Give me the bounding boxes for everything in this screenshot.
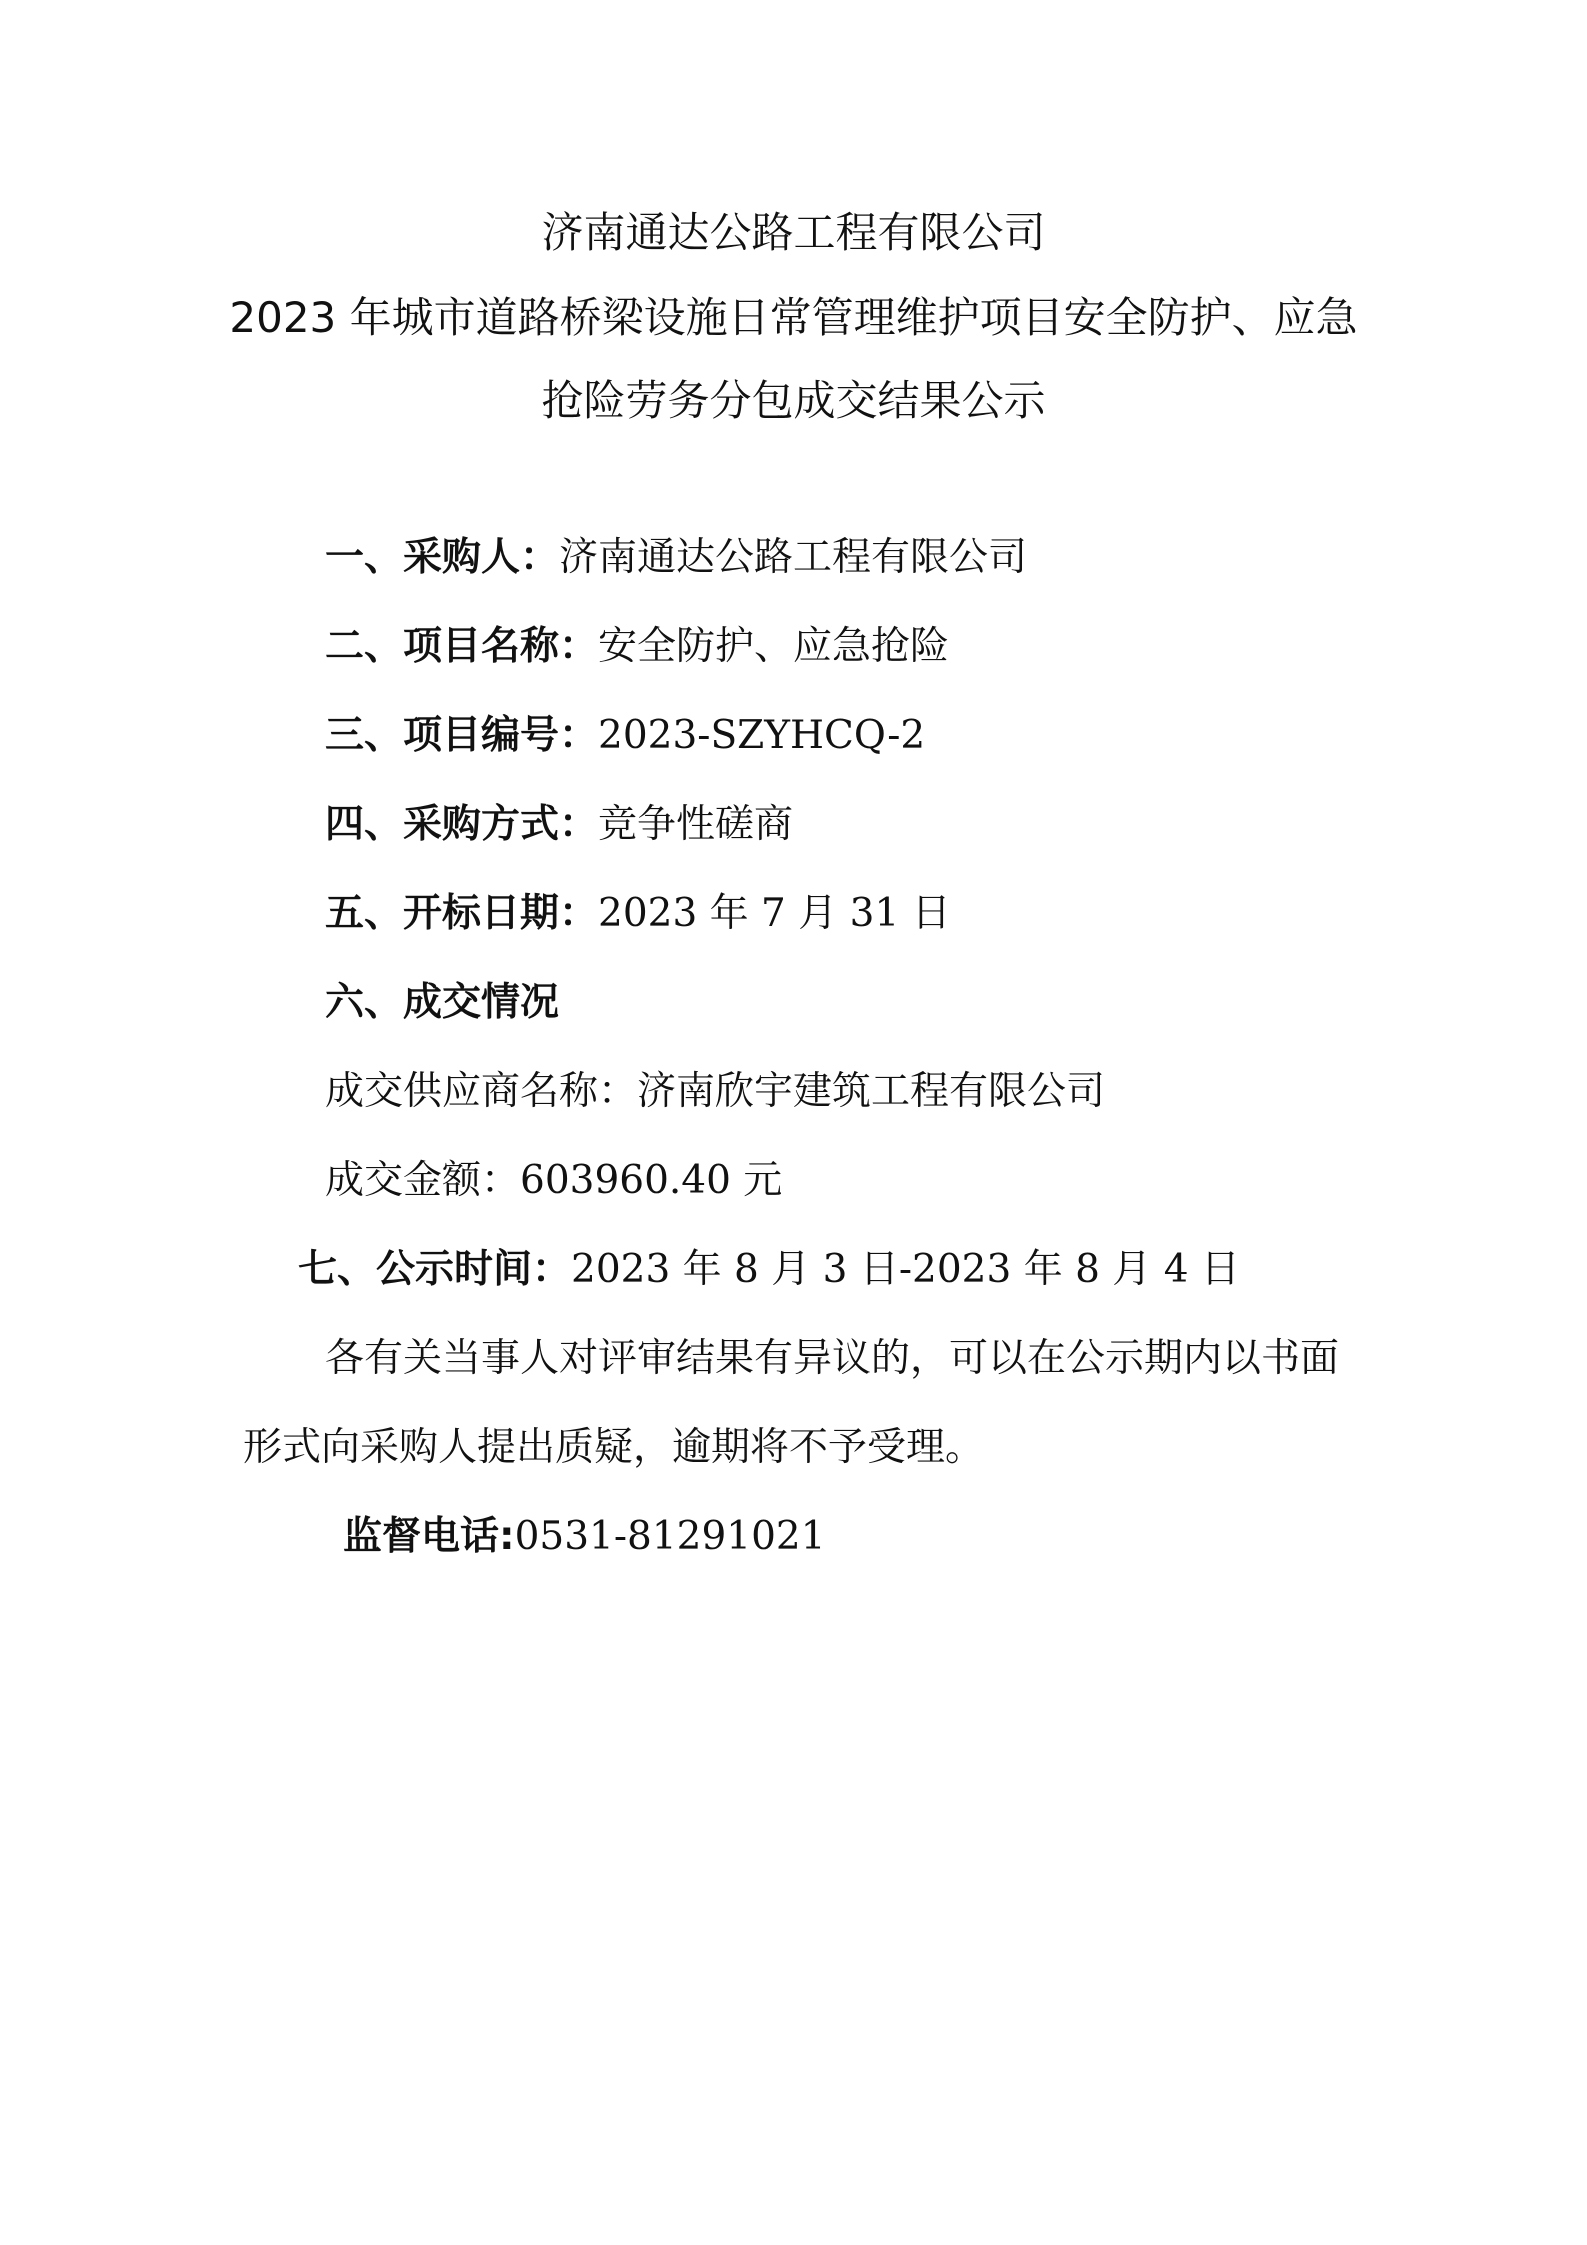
purchaser-value: 济南通达公路工程有限公司 (559, 535, 1028, 580)
project-name-line (325, 621, 949, 673)
bid-opening-date-line (325, 888, 951, 940)
project-name-value: 安全防护、应急抢险 (598, 624, 950, 669)
objection-notice-line-2: 形式向采购人提出质疑，逾期将不予受理。 (243, 1425, 985, 1470)
bid-opening-date-label: 五、开标日期： (325, 891, 599, 936)
company-title: 济南通达公路工程有限公司 (541, 208, 1046, 257)
procurement-method-label: 四、采购方式： (325, 802, 599, 847)
deal-heading: 六、成交情况 (325, 980, 560, 1025)
project-number-label: 三、项目编号： (325, 713, 599, 758)
announcement-title-line-3: 抢险劳务分包成交结果公示 (541, 376, 1046, 425)
procurement-method-value: 竞争性磋商 (598, 802, 794, 847)
objection-notice-line-1: 各有关当事人对评审结果有异议的，可以在公示期内以书面 (325, 1336, 1340, 1381)
winning-supplier-line: 成交供应商名称：济南欣宇建筑工程有限公司 (325, 1069, 1106, 1114)
bid-opening-date-value: 2023 年 7 月 31 日 (598, 891, 951, 936)
announcement-title-line-2: 2023 年城市道路桥梁设施日常管理维护项目安全防护、应急 (229, 293, 1358, 342)
project-number-line (325, 710, 925, 762)
notice-period-line (298, 1244, 1240, 1296)
purchaser-line (325, 532, 1027, 584)
project-name-label: 二、项目名称： (325, 624, 599, 669)
notice-period-value: 2023 年 8 月 3 日-2023 年 8 月 4 日 (571, 1247, 1240, 1292)
supervision-phone-line (343, 1511, 826, 1563)
project-number-value: 2023-SZYHCQ-2 (598, 713, 926, 758)
supervision-phone-value: 0531-81291021 (514, 1514, 826, 1559)
notice-period-label: 七、公示时间： (298, 1247, 572, 1292)
deal-heading-line (325, 977, 559, 1029)
deal-amount-line: 成交金额：603960.40 元 (325, 1158, 783, 1203)
procurement-method-line (325, 799, 793, 851)
purchaser-label: 一、采购人： (325, 535, 560, 580)
supervision-phone-label: 监督电话: (343, 1514, 515, 1559)
